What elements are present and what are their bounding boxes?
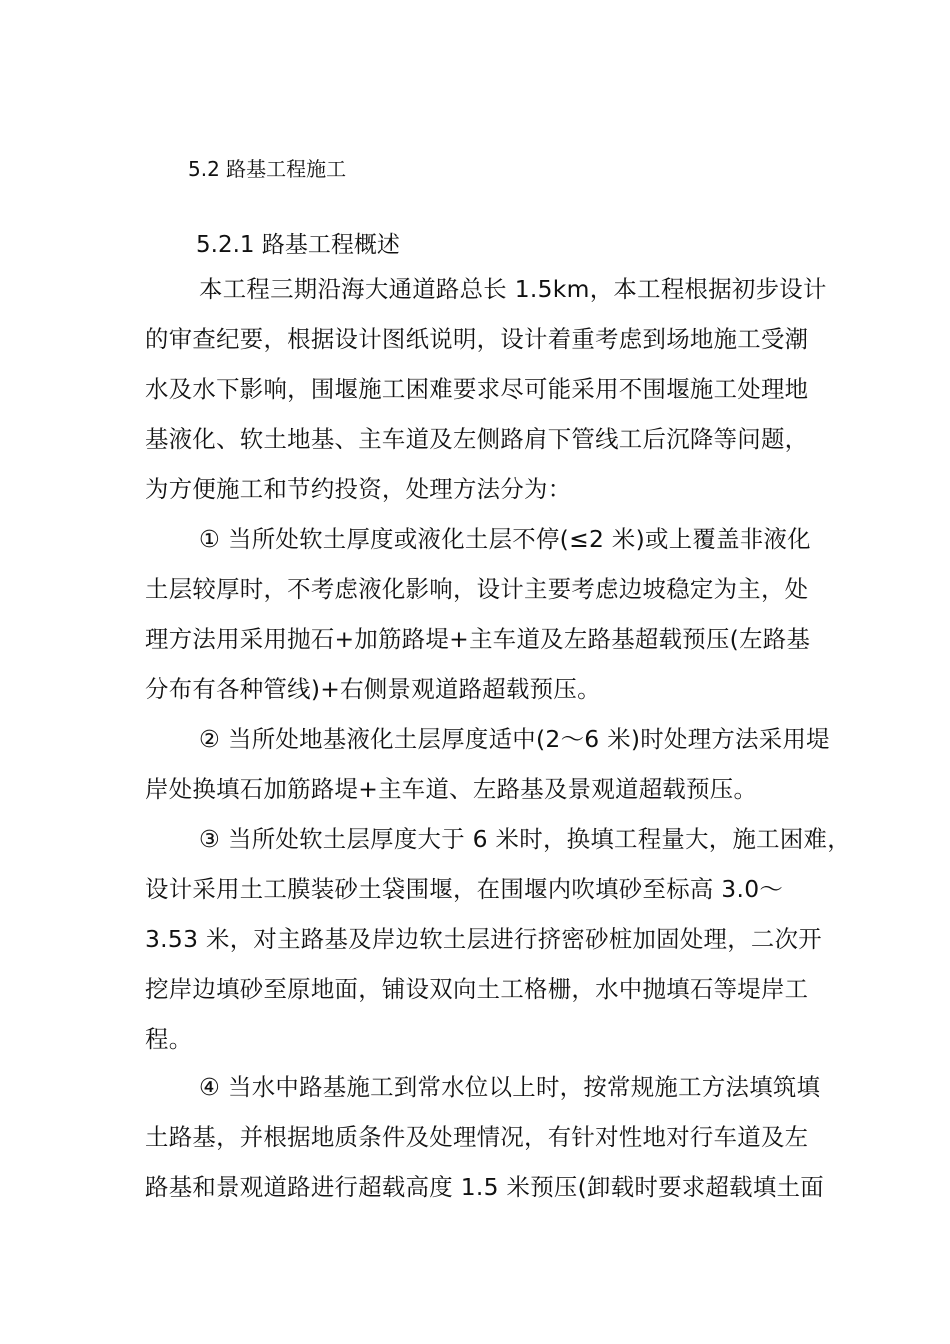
list-item-line: 分布有各种管线)+右侧景观道路超载预压。 bbox=[145, 675, 601, 703]
list-item-line: 土层较厚时，不考虑液化影响，设计主要考虑边坡稳定为主，处 bbox=[145, 575, 809, 603]
list-item-line: 设计采用土工膜装砂土袋围堰，在围堰内吹填砂至标高 3.0～ bbox=[145, 875, 784, 903]
paragraph-line: 本工程三期沿海大通道路总长 1.5km，本工程根据初步设计 bbox=[199, 275, 827, 303]
subsection-heading: 5.2.1 路基工程概述 bbox=[196, 232, 400, 258]
list-item-line: 3.53 米，对主路基及岸边软土层进行挤密砂桩加固处理，二次开 bbox=[145, 925, 822, 953]
list-item-line: ③ 当所处软土层厚度大于 6 米时，换填工程量大，施工困难， bbox=[199, 825, 851, 853]
section-heading: 5.2 路基工程施工 bbox=[188, 157, 347, 181]
list-item-line: ① 当所处软土厚度或液化土层不停(≤2 米)或上覆盖非液化 bbox=[199, 525, 811, 553]
list-item-line: 土路基，并根据地质条件及处理情况，有针对性地对行车道及左 bbox=[145, 1123, 809, 1151]
list-item-line: 挖岸边填砂至原地面，铺设双向土工格栅，水中抛填石等堤岸工 bbox=[145, 975, 809, 1003]
list-item-line: 理方法用采用抛石+加筋路堤+主车道及左路基超载预压(左路基 bbox=[145, 625, 811, 653]
list-item-line: ④ 当水中路基施工到常水位以上时，按常规施工方法填筑填 bbox=[199, 1073, 821, 1101]
paragraph-line: 基液化、软土地基、主车道及左侧路肩下管线工后沉降等问题， bbox=[145, 425, 809, 453]
paragraph-line: 为方便施工和节约投资，处理方法分为： bbox=[145, 475, 572, 503]
list-item-line: ② 当所处地基液化土层厚度适中(2～6 米)时处理方法采用堤 bbox=[199, 725, 830, 753]
paragraph-line: 水及水下影响，围堰施工困难要求尽可能采用不围堰施工处理地 bbox=[145, 375, 809, 403]
list-item-line: 岸处换填石加筋路堤+主车道、左路基及景观道超载预压。 bbox=[145, 775, 758, 803]
paragraph-line: 的审查纪要，根据设计图纸说明，设计着重考虑到场地施工受潮 bbox=[145, 325, 809, 353]
list-item-line: 程。 bbox=[145, 1025, 193, 1053]
list-item-line: 路基和景观道路进行超载高度 1.5 米预压(卸载时要求超载填土面 bbox=[145, 1173, 824, 1201]
